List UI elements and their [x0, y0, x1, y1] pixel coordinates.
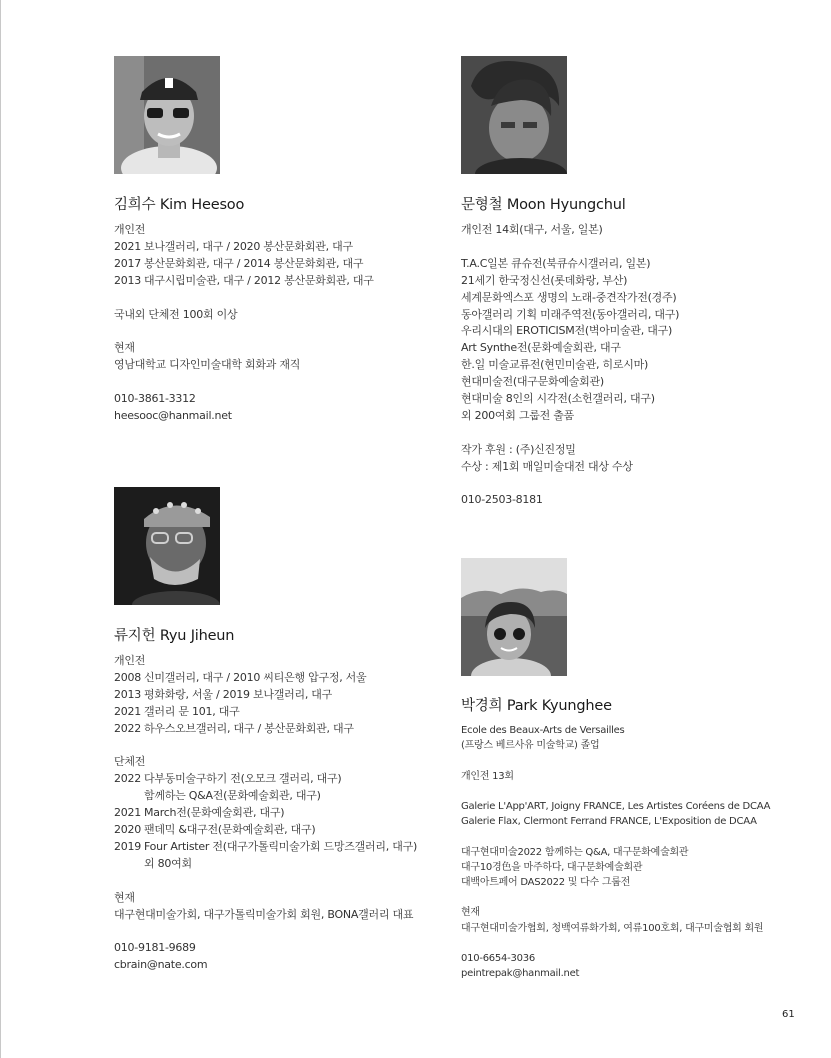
ryu-jiheun-portrait — [114, 487, 220, 605]
kim-solo-item: 2021 보나갤러리, 대구 / 2020 봉산문화회관, 대구 — [114, 239, 353, 253]
moon-exhibition-item: 동아갤러리 기획 미래주역전(동아갤러리, 대구) — [461, 307, 680, 321]
ryu-solo-label: 개인전 — [114, 654, 146, 667]
moon-award: 수상 : 제1회 매일미술대전 대상 수상 — [461, 459, 633, 473]
park-kyunghee-name: 박경희 Park Kyunghee — [461, 698, 612, 714]
ryu-solo-item: 2022 하우스오브갤러리, 대구 / 봉산문화회관, 대구 — [114, 721, 354, 735]
kim-email: heesooc@hanmail.net — [114, 408, 232, 422]
park-kyunghee-portrait — [461, 558, 567, 676]
kim-heesoo-name: 김희수 Kim Heesoo — [114, 197, 245, 213]
moon-hyungchul-name: 문형철 Moon Hyungchul — [461, 197, 626, 213]
moon-exhibition-item: 현대미술전(대구문화예술회관) — [461, 375, 604, 389]
ryu-jiheun-name: 류지헌 Ryu Jiheun — [114, 628, 235, 644]
kim-group-exhibitions: 국내외 단체전 100회 이상 — [114, 307, 238, 321]
kim-solo-item: 2013 대구시립미술관, 대구 / 2012 봉산문화회관, 대구 — [114, 273, 374, 287]
ryu-group-label: 단체전 — [114, 755, 146, 769]
park-group-line: 대구10경色을 마주하다, 대구문화예술회관 — [461, 861, 643, 873]
moon-exhibition-item: 21세기 한국정신선(롯데화랑, 부산) — [461, 273, 628, 287]
park-phone: 010-6654-3036 — [461, 952, 535, 964]
park-gallery-line: Galerie Flax, Clermont Ferrand FRANCE, L'Exposition de DCAA — [461, 816, 757, 828]
moon-exhibition-item: 현대미술 8인의 시각전(소헌갤러리, 대구) — [461, 392, 655, 406]
kim-solo-label: 개인전 — [114, 223, 146, 236]
ryu-group-item: 2020 팬데믹 &대구전(문화예술회관, 대구) — [114, 823, 316, 837]
park-solo: 개인전 13회 — [461, 770, 514, 782]
moon-exhibition-item: 우리시대의 EROTICISM전(벽아미술관, 대구) — [461, 324, 673, 338]
park-education-line: Ecole des Beaux-Arts de Versailles — [461, 725, 625, 736]
kim-heesoo-portrait — [114, 56, 220, 174]
park-group-line: 대백아트페어 DAS2022 및 다수 그룹전 — [461, 876, 631, 888]
moon-phone: 010-2503-8181 — [461, 493, 543, 507]
page-number: 61 — [782, 1009, 795, 1020]
park-current-position: 대구현대미술가협회, 청백여류화가회, 여류100호회, 대구미술협회 회원 — [461, 922, 764, 934]
ryu-group-item: 2022 다부동미술구하기 전(오모크 갤러리, 대구) — [114, 772, 342, 786]
kim-phone: 010-3861-3312 — [114, 392, 196, 406]
park-education-line: (프랑스 베르사유 미술학교) 졸업 — [461, 740, 600, 752]
ryu-email: cbrain@nate.com — [114, 958, 208, 972]
moon-hyungchul-portrait — [461, 56, 567, 174]
ryu-solo-item: 2008 신미갤러리, 대구 / 2010 씨티은행 압구정, 서울 — [114, 670, 367, 684]
page-edge-line — [0, 0, 1, 1058]
moon-exhibition-item: 한.일 미술교류전(현민미술관, 히로시마) — [461, 358, 649, 372]
ryu-jiheun-bio — [114, 653, 417, 974]
ryu-phone: 010-9181-9689 — [114, 941, 196, 955]
park-kyunghee-bio — [461, 723, 770, 981]
moon-exhibition-item: 외 200여회 그룹전 출품 — [461, 408, 574, 422]
ryu-current-label: 현재 — [114, 890, 135, 904]
ryu-solo-item: 2013 평화화랑, 서울 / 2019 보나갤러리, 대구 — [114, 687, 333, 701]
kim-heesoo-bio — [114, 222, 374, 425]
ryu-group-item: 외 80여회 — [144, 856, 192, 870]
park-gallery-line: Galerie L'App'ART, Joigny FRANCE, Les Artistes Coréens de DCAA — [461, 800, 771, 812]
moon-solo: 개인전 14회(대구, 서울, 일본) — [461, 223, 603, 236]
kim-solo-item: 2017 봉산문화회관, 대구 / 2014 봉산문화회관, 대구 — [114, 256, 364, 270]
park-current-label: 현재 — [461, 907, 480, 919]
kim-current-position: 영남대학교 디자인미술대학 회화과 재직 — [114, 358, 301, 372]
ryu-group-item: 함께하는 Q&A전(문화예술회관, 대구) — [144, 789, 321, 803]
ryu-group-item: 2021 March전(문화예술회관, 대구) — [114, 806, 285, 820]
moon-hyungchul-bio — [461, 222, 679, 509]
moon-exhibition-item: Art Synthe전(문화예술회관, 대구 — [461, 341, 621, 355]
ryu-current-position: 대구현대미술가회, 대구가톨릭미술가회 회원, BONA갤러리 대표 — [114, 907, 414, 921]
park-group-line: 대구현대미술2022 함께하는 Q&A, 대구문화예술회관 — [461, 846, 689, 858]
moon-exhibition-item: 세계문화엑스포 생명의 노래-중견작가전(경주) — [461, 290, 677, 304]
park-email: peintrepak@hanmail.net — [461, 968, 580, 980]
ryu-group-item: 2019 Four Artister 전(대구가톨릭미술가회 드망즈갤러리, 대구) — [114, 839, 417, 853]
ryu-solo-item: 2021 갤러리 문 101, 대구 — [114, 704, 240, 718]
kim-current-label: 현재 — [114, 341, 135, 355]
moon-exhibition-item: T.A.C일본 큐슈전(북큐슈시갤러리, 일본) — [461, 256, 651, 270]
moon-sponsor: 작가 후원 : (주)신진정밀 — [461, 442, 576, 456]
